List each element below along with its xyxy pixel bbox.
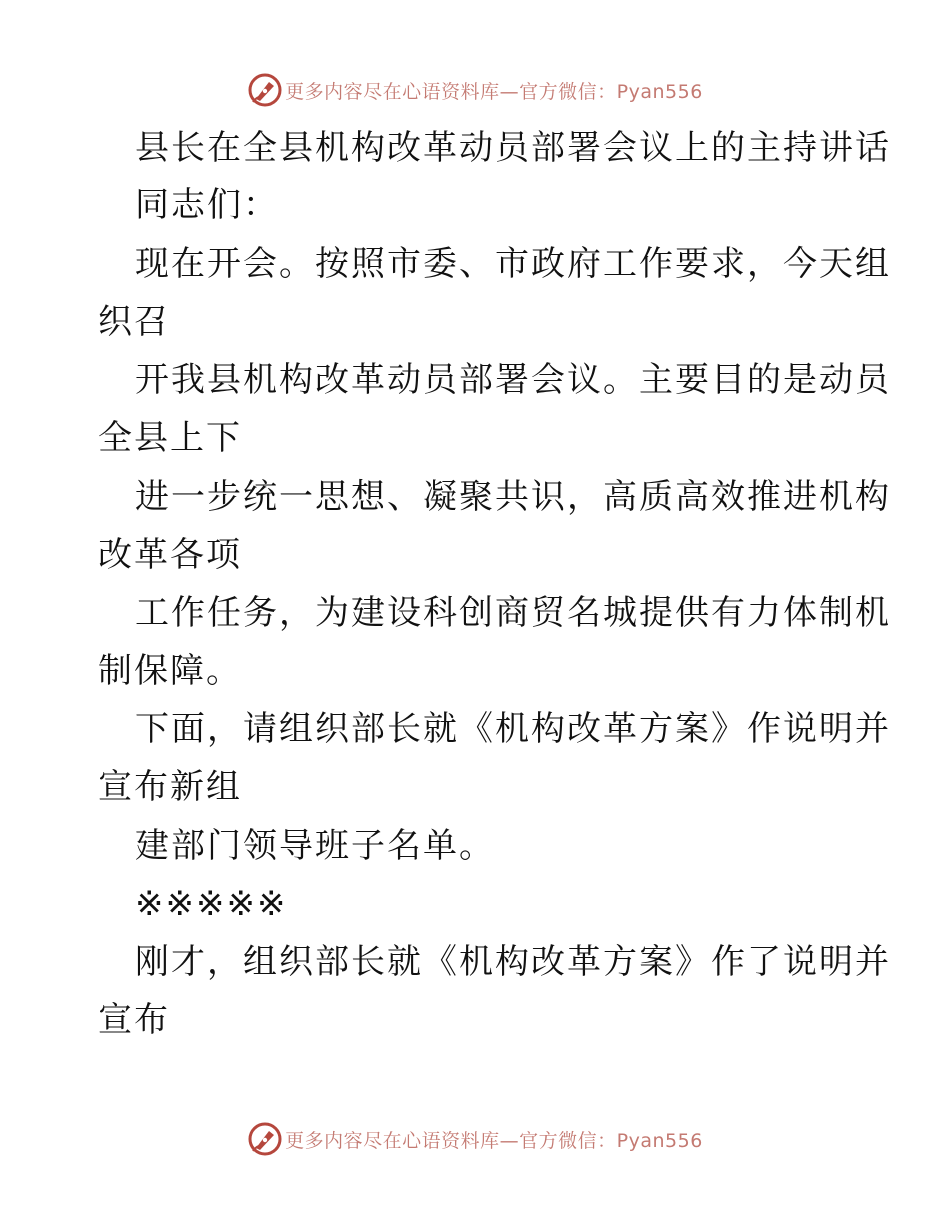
paragraph-line: 制保障。 [98, 651, 242, 691]
paragraph-line: 全县上下 [98, 418, 242, 458]
salutation: 同志们： [135, 185, 279, 225]
watermark-text: 更多内容尽在心语资料库—官方微信：Pyan556 [285, 80, 703, 103]
watermark-text: 更多内容尽在心语资料库—官方微信：Pyan556 [285, 1129, 703, 1152]
paragraph-line: 织召 [98, 302, 170, 342]
paragraph-line: 开我县机构改革动员部署会议。主要目的是动员 [135, 360, 891, 400]
paragraph-line: 下面，请组织部长就《机构改革方案》作说明并 [135, 709, 891, 749]
footer-watermark-banner [0, 1119, 950, 1159]
paragraph-line: 现在开会。按照市委、市政府工作要求，今天组 [135, 244, 891, 284]
paragraph-line: 工作任务，为建设科创商贸名城提供有力体制机 [135, 593, 891, 633]
pen-nib-logo-icon [247, 1121, 283, 1157]
paragraph-line: 建部门领导班子名单。 [135, 826, 495, 866]
pen-nib-logo-icon [247, 72, 283, 108]
paragraph-line: 宣布 [98, 1000, 170, 1040]
section-separator: ※※※※※ [135, 884, 288, 924]
paragraph-line: 宣布新组 [98, 767, 242, 807]
paragraph-line: 进一步统一思想、凝聚共识，高质高效推进机构 [135, 477, 891, 517]
header-watermark-banner [0, 70, 950, 110]
document-title: 县长在全县机构改革动员部署会议上的主持讲话 [135, 128, 891, 168]
paragraph-line: 刚才，组织部长就《机构改革方案》作了说明并 [135, 942, 891, 982]
paragraph-line: 改革各项 [98, 535, 242, 575]
